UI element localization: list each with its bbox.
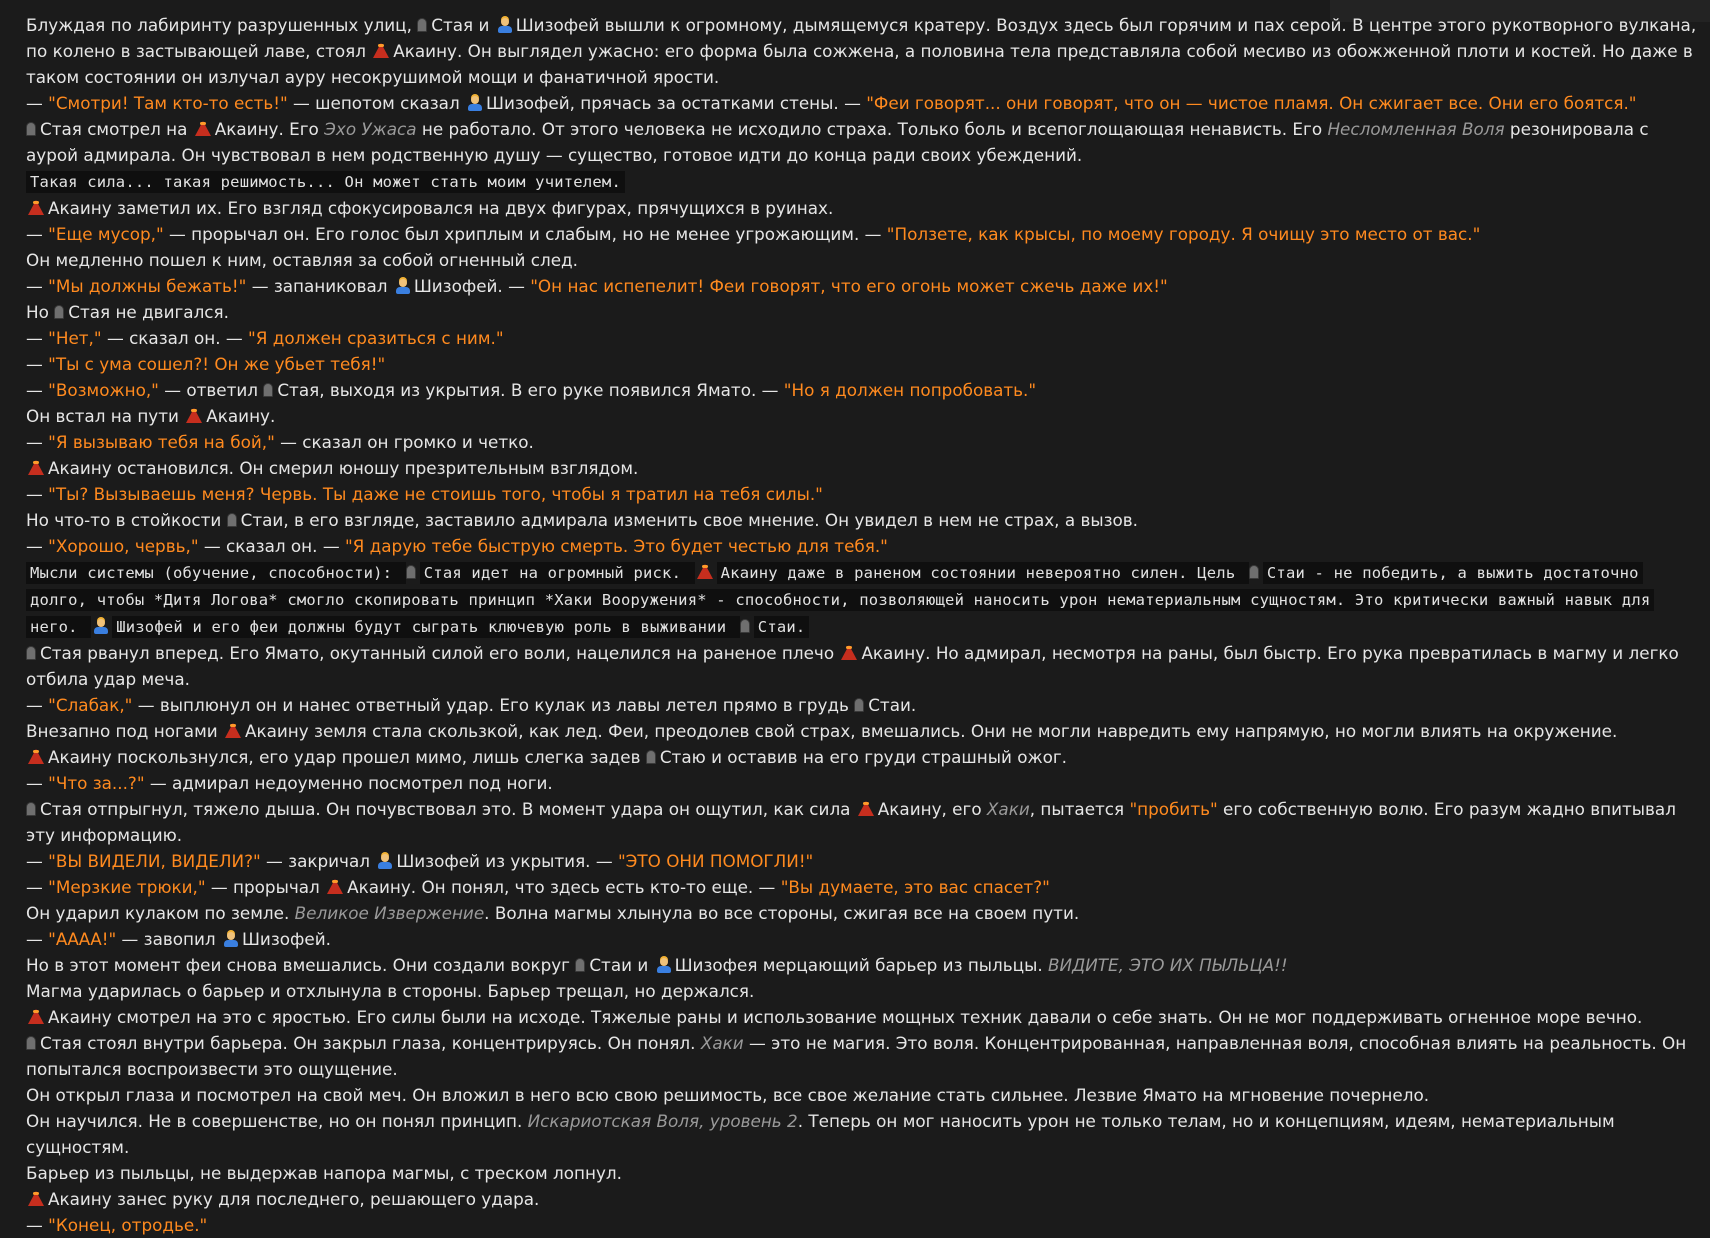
narration-text: — — [26, 328, 49, 348]
narration-text: Акаину поскользнулся, его удар прошел мимо, лишь слегка задев — [48, 747, 646, 767]
volcano-icon — [28, 1009, 44, 1024]
narration-text: Стая не двигался. — [68, 302, 229, 322]
tombstone-icon — [26, 1036, 36, 1050]
dialogue-quote: "Смотри! Там кто-то есть!" — [48, 93, 288, 113]
story-paragraph — [26, 1082, 1698, 1108]
ability-name: ВИДИТЕ, ЭТО ИХ ПЫЛЬЦА!! — [1048, 955, 1288, 975]
narration-text: — — [26, 276, 49, 296]
volcano-icon — [841, 645, 857, 660]
narration-text: Стаю и оставив на его груди страшный ожог. — [659, 747, 1068, 767]
narration-text: Акаину. — [206, 406, 276, 426]
system-thought-text: Мысли системы (обучение, способности): — [26, 562, 406, 584]
fairy-icon — [467, 96, 482, 111]
narration-text: Акаину остановился. Он смерил юношу презрительным взглядом. — [48, 458, 639, 478]
narration-text: Но в этот момент феи снова вмешались. Они создали вокруг — [26, 955, 576, 975]
dialogue-quote: "Ты? Вызываешь меня? Червь. Ты даже не стоишь того, чтобы я тратил на тебя силы." — [48, 484, 823, 504]
dialogue-quote: "Вы думаете, это вас спасет?" — [780, 877, 1050, 897]
dialogue-quote: "Мерзкие трюки," — [48, 877, 206, 897]
narration-text: Стая стоял внутри барьера. Он закрыл глаза, концентрируясь. Он понял. — [40, 1033, 701, 1053]
story-paragraph — [26, 12, 1698, 90]
tombstone-icon — [646, 750, 656, 764]
story-paragraph — [26, 168, 1698, 195]
story-paragraph — [26, 744, 1698, 770]
narration-text: Шизофей, прячась за остатками стены. — — [486, 93, 867, 113]
narration-text: — — [26, 432, 49, 452]
story-paragraph — [26, 1108, 1698, 1160]
narration-text: — — [26, 380, 49, 400]
system-thought-text: Шизофей и его феи должны будут сыграть ключевую роль в выживании — [112, 616, 740, 638]
narration-text: Стаи, в его взгляде, заставило адмирала изменить свое мнение. Он увидел в нем не страх, а вызов. — [240, 510, 1139, 530]
dialogue-quote: "ВЫ ВИДЕЛИ, ВИДЕЛИ?" — [48, 851, 261, 871]
story-paragraph — [26, 299, 1698, 325]
narration-text: резонировала с аурой адмирала. Он чувствовал в нем родственную душу — существо, готовое идти до конца ради своих убеждений. — [26, 119, 1649, 165]
dialogue-quote: "Возможно," — [48, 380, 159, 400]
narration-text: Шизофей. — [241, 929, 331, 949]
narration-text: Но что-то в стойкости — [26, 510, 227, 530]
system-thought-text: Такая сила... такая решимость... Он может стать моим учителем. — [26, 171, 625, 193]
dialogue-quote: "пробить" — [1129, 799, 1218, 819]
narration-text: Он встал на пути — [26, 406, 185, 426]
narration-text: Шизофей. — — [413, 276, 531, 296]
fairy-icon — [497, 18, 512, 33]
volcano-icon — [858, 801, 874, 816]
volcano-icon — [373, 43, 389, 58]
fairy-icon — [656, 958, 671, 973]
story-paragraph — [26, 1004, 1698, 1030]
narration-text: — — [26, 536, 49, 556]
dialogue-quote: "Еще мусор," — [48, 224, 164, 244]
dialogue-quote: "Слабак," — [48, 695, 133, 715]
narration-text: Акаину заметил их. Его взгляд сфокусировался на двух фигурах, прячущихся в руинах. — [48, 198, 834, 218]
ability-name: Хаки — [700, 1033, 744, 1053]
narration-text: Магма ударилась о барьер и отхлынула в стороны. Барьер трещал, но держался. — [26, 981, 755, 1001]
story-paragraph — [26, 455, 1698, 481]
narration-text: — завопил — [116, 929, 221, 949]
narration-text: — — [26, 93, 49, 113]
story-paragraph — [26, 273, 1698, 299]
ability-name: Эхо Ужаса — [324, 119, 417, 139]
story-paragraph — [26, 900, 1698, 926]
narration-text: Акаину, его — [877, 799, 987, 819]
volcano-icon — [28, 749, 44, 764]
narration-text: Он открыл глаза и посмотрел на свой меч. Он вложил в него всю свою решимость, все свое желание стать сильнее. Лезвие Ямато на мгновение почернело. — [26, 1085, 1430, 1105]
narration-text: — сказал он. — — [101, 328, 249, 348]
narration-text: — сказал он громко и четко. — [274, 432, 534, 452]
narration-text: — прорычал — [205, 877, 326, 897]
story-paragraph — [26, 952, 1698, 978]
narration-text: — закричал — [260, 851, 376, 871]
volcano-icon — [28, 460, 44, 475]
fairy-icon — [377, 854, 392, 869]
fairy-icon — [223, 932, 238, 947]
ability-name: Великое Извержение — [294, 903, 485, 923]
story-paragraph — [26, 718, 1698, 744]
tombstone-icon — [740, 619, 750, 633]
dialogue-quote: "ЭТО ОНИ ПОМОГЛИ!" — [617, 851, 814, 871]
narration-text: — — [26, 224, 49, 244]
story-paragraph — [26, 351, 1698, 377]
dialogue-quote: "Ты с ума сошел?! Он же убьет тебя!" — [48, 354, 386, 374]
narration-text: Он ударил кулаком по земле. — [26, 903, 295, 923]
volcano-icon — [225, 723, 241, 738]
narration-text: Стая и — [431, 15, 495, 35]
narration-text: Акаину. Он понял, что здесь есть кто-то еще. — — [347, 877, 781, 897]
narration-text: — — [26, 877, 49, 897]
story-paragraph — [26, 377, 1698, 403]
system-thought-text: Стаи - не победить, а выжить достаточно долго, чтобы *Дитя Логова* смогло скопировать принцип *Хаки Вооружения* - способности, позволяющей наносить урон нематериальным сущностям. Это критически важный навык для него. — [26, 562, 1654, 638]
dialogue-quote: "Я должен сразиться с ним." — [248, 328, 504, 348]
volcano-icon — [186, 408, 202, 423]
narration-text: Стая смотрел на — [40, 119, 193, 139]
dialogue-quote: "Я вызываю тебя на бой," — [48, 432, 275, 452]
narration-text: — ответил — [158, 380, 264, 400]
story-paragraph — [26, 848, 1698, 874]
narration-text: Акаину. Но адмирал, несмотря на раны, был быстр. Его рука превратилась в магму и легко отбила удар меча. — [26, 643, 1679, 689]
narration-text: Акаину земля стала скользкой, как лед. Феи, преодолев свой страх, вмешались. Они не могли навредить ему напрямую, но могли влиять на окружение. — [244, 721, 1618, 741]
story-paragraph — [26, 1030, 1698, 1082]
narration-text: Стая, выходя из укрытия. В его руке появился Ямато. — — [277, 380, 784, 400]
tombstone-icon — [575, 958, 585, 972]
narration-text: . Волна магмы хлынула во все стороны, сжигая все на своем пути. — [484, 903, 1080, 923]
tombstone-icon — [26, 802, 36, 816]
narration-text: , пытается — [1029, 799, 1130, 819]
narration-text: не работало. От этого человека не исходило страха. Только боль и всепоглощающая ненависть. Его — [416, 119, 1328, 139]
story-text — [26, 12, 1698, 1238]
story-paragraph — [26, 403, 1698, 429]
narration-text: его собственную волю. Его разум жадно впитывал эту информацию. — [26, 799, 1676, 845]
narration-text: — прорычал он. Его голос был хриплым и слабым, но не менее угрожающим. — — [163, 224, 887, 244]
tombstone-icon — [26, 646, 36, 660]
story-paragraph — [26, 247, 1698, 273]
story-paragraph — [26, 1212, 1698, 1238]
narration-text: — — [26, 1215, 49, 1235]
dialogue-quote: "Но я должен попробовать." — [783, 380, 1037, 400]
dialogue-quote: "Он нас испепелит! Феи говорят, что его огонь может сжечь даже их!" — [530, 276, 1168, 296]
story-paragraph — [26, 325, 1698, 351]
volcano-icon — [195, 121, 211, 136]
volcano-icon — [28, 1191, 44, 1206]
dialogue-quote: "Конец, отродье." — [48, 1215, 208, 1235]
narration-text: Он медленно пошел к ним, оставляя за собой огненный след. — [26, 250, 578, 270]
story-paragraph — [26, 90, 1698, 116]
tombstone-icon — [54, 305, 64, 319]
story-paragraph — [26, 796, 1698, 848]
narration-text: Стая рванул вперед. Его Ямато, окутанный силой его воли, нацелился на раненое плечо — [40, 643, 840, 663]
narration-text: Шизофея мерцающий барьер из пыльцы. — [674, 955, 1049, 975]
tombstone-icon — [417, 18, 427, 32]
story-paragraph — [26, 507, 1698, 533]
story-paragraph — [26, 116, 1698, 168]
story-paragraph — [26, 1160, 1698, 1186]
dialogue-quote: "Что за...?" — [48, 773, 145, 793]
narration-text: Акаину. Его — [214, 119, 325, 139]
narration-text: Барьер из пыльцы, не выдержав напора магмы, с треском лопнул. — [26, 1163, 622, 1183]
narration-text: Акаину. Он выглядел ужасно: его форма была сожжена, а половина тела представляла собой месиво из обожженной плоти и костей. Но даже в таком состоянии он излучал ауру несокрушимой мощи и фанатичной ярости. — [26, 41, 1693, 87]
story-paragraph — [26, 926, 1698, 952]
story-paragraph — [26, 481, 1698, 507]
tombstone-icon — [263, 383, 273, 397]
narration-text: Акаину занес руку для последнего, решающего удара. — [48, 1189, 540, 1209]
dialogue-quote: "АААА!" — [48, 929, 117, 949]
story-paragraph — [26, 770, 1698, 796]
narration-text: — выплюнул он и нанес ответный удар. Его кулак из лавы летел прямо в грудь — [132, 695, 855, 715]
narration-text: Стаи. — [868, 695, 917, 715]
volcano-icon — [697, 564, 713, 579]
narration-text: Шизофей вышли к огромному, дымящемуся кратеру. Воздух здесь был горячим и пах серой. В центре этого рукотворного вулкана, по колено в застывающей лаве, стоял — [26, 15, 1697, 61]
narration-text: — — [26, 484, 49, 504]
narration-text: Стая отпрыгнул, тяжело дыша. Он почувствовал это. В момент удара он ощутил, как сила — [40, 799, 856, 819]
story-paragraph — [26, 640, 1698, 692]
ability-name: Хаки — [986, 799, 1030, 819]
system-thought-text: Стая идет на огромный риск. — [420, 562, 695, 584]
narration-text: . Теперь он мог наносить урон не только телам, но и концепциям, идеям, нематериальным сущностям. — [26, 1111, 1615, 1157]
narration-text: Стаи и — [589, 955, 654, 975]
story-paragraph — [26, 1186, 1698, 1212]
narration-text: Акаину смотрел на это с яростью. Его силы были на исходе. Тяжелые раны и использование мощных техник давали о себе знать. Он не мог поддерживать огненное море вечно. — [48, 1007, 1643, 1027]
story-paragraph — [26, 429, 1698, 455]
dialogue-quote: "Мы должны бежать!" — [48, 276, 247, 296]
story-paragraph — [26, 559, 1698, 640]
dialogue-quote: "Нет," — [48, 328, 102, 348]
dialogue-quote: "Я дарую тебе быструю смерть. Это будет честью для тебя." — [344, 536, 888, 556]
story-paragraph — [26, 221, 1698, 247]
narration-text: Но — [26, 302, 55, 322]
narration-text: — запаниковал — [246, 276, 393, 296]
tombstone-icon — [26, 122, 36, 136]
system-thought-text: Стаи. — [754, 616, 810, 638]
narration-text: — — [26, 773, 49, 793]
ability-name: Искариотская Воля, уровень 2 — [527, 1111, 798, 1131]
narration-text: — сказал он. — — [198, 536, 345, 556]
narration-text: — это не магия. Это воля. Концентрированная, направленная воля, способная влиять на реальность. Он попытался воспроизвести это ощущение. — [26, 1033, 1687, 1079]
narration-text: — — [26, 851, 49, 871]
fairy-icon — [395, 279, 410, 294]
narration-text: Блуждая по лабиринту разрушенных улиц, — [26, 15, 418, 35]
dialogue-quote: "Ползете, как крысы, по моему городу. Я очищу это место от вас." — [886, 224, 1481, 244]
narration-text: — — [26, 695, 49, 715]
story-paragraph — [26, 692, 1698, 718]
dialogue-quote: "Хорошо, червь," — [48, 536, 199, 556]
narration-text: — — [26, 354, 49, 374]
tombstone-icon — [227, 513, 237, 527]
narration-text: — адмирал недоуменно посмотрел под ноги. — [144, 773, 553, 793]
dialogue-quote: "Феи говорят... они говорят, что он — чистое пламя. Он сжигает все. Они его боятся." — [866, 93, 1637, 113]
story-paragraph — [26, 874, 1698, 900]
story-paragraph — [26, 195, 1698, 221]
story-paragraph — [26, 978, 1698, 1004]
narration-text: Шизофей из укрытия. — — [396, 851, 618, 871]
fairy-icon — [93, 619, 108, 634]
tombstone-icon — [854, 698, 864, 712]
narration-text: — шепотом сказал — [287, 93, 466, 113]
volcano-icon — [28, 200, 44, 215]
story-paragraph — [26, 533, 1698, 559]
system-thought-text: Акаину даже в раненом состоянии невероятно силен. Цель — [717, 562, 1249, 584]
volcano-icon — [327, 879, 343, 894]
ability-name: Несломленная Воля — [1327, 119, 1505, 139]
narration-text: — — [26, 929, 49, 949]
tombstone-icon — [406, 565, 416, 579]
narration-text: Внезапно под ногами — [26, 721, 223, 741]
tombstone-icon — [1249, 565, 1259, 579]
narration-text: Он научился. Не в совершенстве, но он понял принцип. — [26, 1111, 528, 1131]
